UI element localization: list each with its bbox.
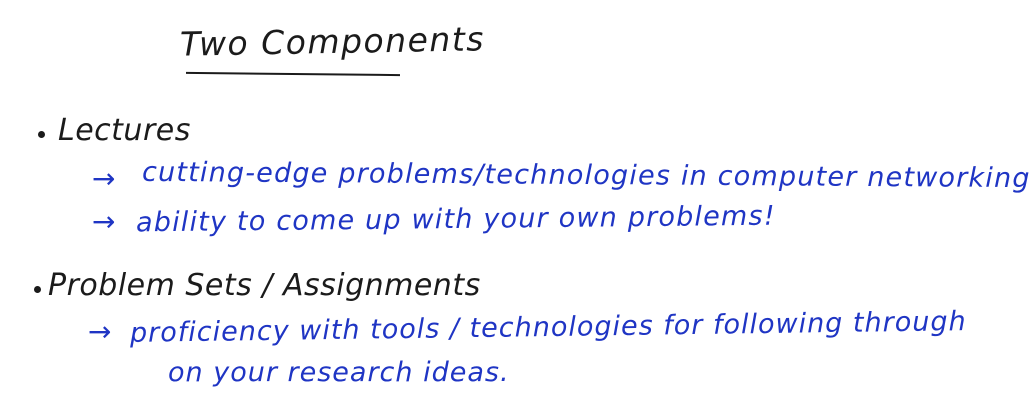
right-arrow-icon: → — [88, 315, 112, 348]
problem-sets-point-1-line-1: proficiency with tools / technologies for following through — [129, 306, 967, 349]
lectures-point-1: cutting-edge problems/technologies in computer networking — [141, 156, 1031, 195]
problem-sets-point-1-line-2: on your research ideas. — [168, 357, 510, 388]
bullet-icon — [34, 286, 41, 293]
section-heading-problem-sets: Problem Sets / Assignments — [48, 268, 481, 303]
section-heading-lectures: Lectures — [58, 113, 191, 148]
bullet-icon — [38, 131, 45, 138]
right-arrow-icon: → — [92, 162, 116, 195]
right-arrow-icon: → — [92, 205, 116, 238]
title-underline — [186, 72, 400, 76]
lectures-point-2: ability to come up with your own problems! — [135, 200, 776, 239]
slide-title: Two Components — [179, 19, 486, 64]
